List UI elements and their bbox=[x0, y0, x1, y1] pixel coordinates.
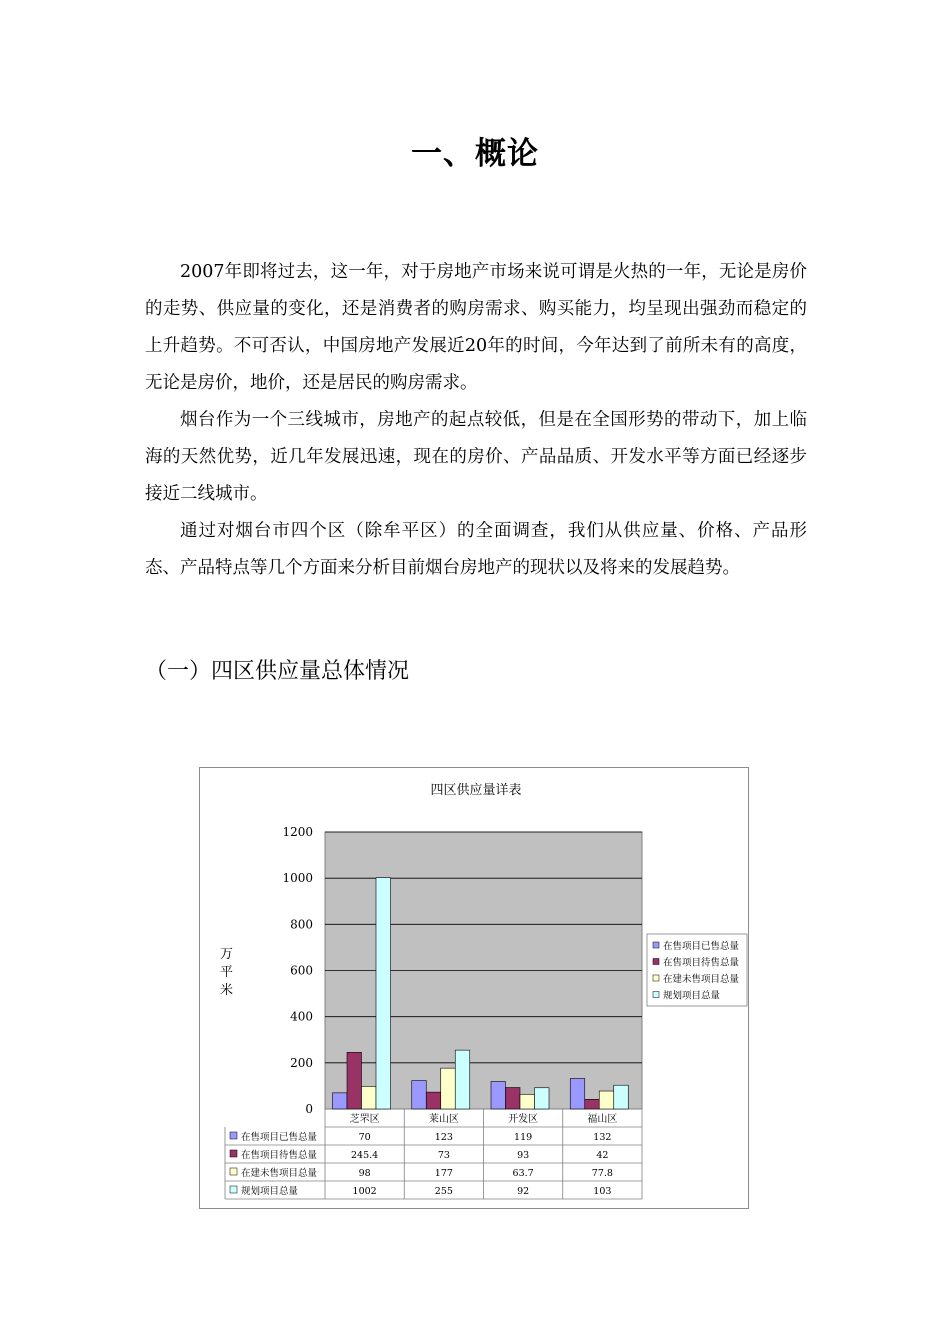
y-tick-label: 1200 bbox=[282, 825, 313, 839]
bar bbox=[535, 1088, 550, 1109]
paragraph-3: 通过对烟台市四个区（除牟平区）的全面调查，我们从供应量、价格、产品形态、产品特点等几个方面来分析目前烟台房地产的现状以及将来的发展趋势。 bbox=[145, 521, 807, 578]
bar bbox=[585, 1099, 600, 1109]
y-tick-label: 0 bbox=[305, 1102, 313, 1116]
page-title: 一、概论 bbox=[411, 136, 539, 172]
legend-label: 规划项目总量 bbox=[663, 990, 721, 1002]
bar bbox=[362, 1086, 377, 1109]
table-legend-key bbox=[230, 1186, 237, 1193]
data-label: 42 bbox=[596, 1150, 609, 1161]
data-label: 123 bbox=[434, 1132, 453, 1143]
data-label: 63.7 bbox=[512, 1168, 534, 1179]
bar bbox=[333, 1093, 348, 1109]
table-series-label: 规划项目总量 bbox=[241, 1186, 299, 1197]
bar bbox=[570, 1079, 585, 1109]
paragraph-2: 烟台作为一个三线城市，房地产的起点较低，但是在全国形势的带动下，加上临海的天然优势，近几年发展迅速，现在的房价、产品品质、开发水平等方面已经逐步接近二线城市。 bbox=[145, 410, 807, 504]
bar bbox=[599, 1091, 614, 1109]
data-label: 1002 bbox=[352, 1186, 377, 1197]
bar bbox=[520, 1094, 535, 1109]
table-series-label: 在售项目已售总量 bbox=[241, 1132, 318, 1143]
bar bbox=[412, 1081, 427, 1109]
legend-swatch bbox=[653, 959, 659, 965]
table-legend-key bbox=[230, 1132, 237, 1139]
paragraph-1: 2007年即将过去，这一年，对于房地产市场来说可谓是火热的一年，无论是房价的走势、供应量的变化，还是消费者的购房需求、购买能力，均呈现出强劲而稳定的上升趋势。不可否认，中国房地产发展近20年的时间，今年达到了前所未有的高度，无论是房价，地价，还是居民的购房需求。 bbox=[145, 262, 807, 393]
table-series-label: 在建未售项目总量 bbox=[241, 1168, 318, 1179]
data-label: 70 bbox=[358, 1132, 371, 1143]
category-label: 福山区 bbox=[587, 1114, 618, 1125]
y-tick-label: 200 bbox=[290, 1055, 313, 1070]
category-label: 莱山区 bbox=[428, 1114, 459, 1125]
table-legend-key bbox=[230, 1168, 237, 1175]
legend-label: 在售项目待售总量 bbox=[663, 957, 740, 969]
bar bbox=[426, 1092, 441, 1109]
bar bbox=[376, 878, 391, 1109]
data-label: 119 bbox=[514, 1132, 533, 1143]
data-label: 98 bbox=[358, 1168, 371, 1179]
data-label: 103 bbox=[593, 1186, 612, 1197]
bar bbox=[455, 1050, 470, 1109]
table-legend-key bbox=[230, 1150, 237, 1157]
y-tick-label: 800 bbox=[290, 917, 313, 932]
bar bbox=[506, 1088, 521, 1109]
data-label: 177 bbox=[434, 1168, 453, 1179]
legend-swatch bbox=[653, 975, 659, 981]
data-label: 73 bbox=[437, 1150, 450, 1161]
chart-canvas bbox=[200, 768, 750, 1210]
data-label: 245.4 bbox=[351, 1150, 379, 1161]
data-label: 255 bbox=[434, 1186, 453, 1197]
y-tick-label: 400 bbox=[290, 1009, 313, 1024]
bar bbox=[614, 1085, 629, 1109]
chart-title: 四区供应量详表 bbox=[430, 783, 522, 798]
supply-chart bbox=[199, 767, 749, 1209]
legend-label: 在建未售项目总量 bbox=[663, 974, 740, 985]
section-heading: （一）四区供应量总体情况 bbox=[145, 659, 410, 684]
legend-swatch bbox=[653, 992, 659, 998]
bar bbox=[441, 1068, 456, 1109]
category-label: 芝罘区 bbox=[349, 1114, 380, 1125]
data-label: 92 bbox=[517, 1186, 530, 1197]
bar bbox=[347, 1052, 362, 1109]
category-label: 开发区 bbox=[508, 1114, 539, 1125]
y-axis-label: 万平米 bbox=[220, 947, 234, 998]
legend-label: 在售项目已售总量 bbox=[663, 941, 740, 952]
y-tick-label: 1000 bbox=[282, 871, 313, 886]
legend-swatch bbox=[653, 942, 659, 948]
y-tick-label: 600 bbox=[290, 963, 313, 978]
table-series-label: 在售项目待售总量 bbox=[241, 1150, 318, 1161]
data-label: 93 bbox=[517, 1150, 530, 1161]
data-label: 77.8 bbox=[591, 1168, 613, 1179]
bar bbox=[491, 1082, 506, 1109]
data-label: 132 bbox=[593, 1132, 612, 1143]
